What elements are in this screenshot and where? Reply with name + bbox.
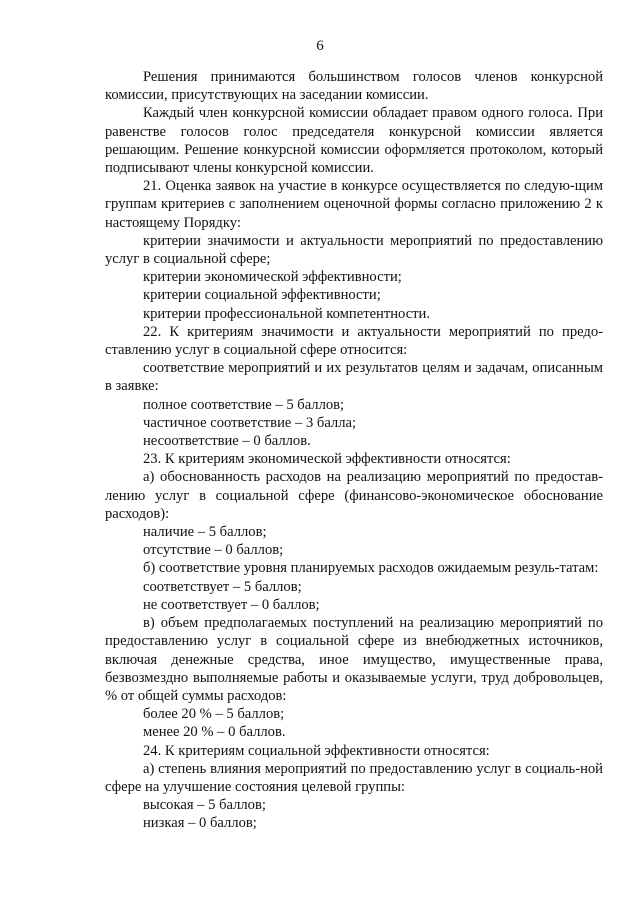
paragraph: критерии социальной эффективности;: [143, 287, 381, 304]
paragraph: наличие – 5 баллов;: [143, 524, 267, 541]
paragraph: а) степень влияния мероприятий по предоставлению услуг в социаль-ной сфере на улучшение состояния целевой группы:: [105, 760, 603, 795]
paragraph: критерии экономической эффективности;: [143, 269, 402, 286]
paragraph: 22. К критериям значимости и актуальности мероприятий по предо-ставлению услуг в социальной сфере относится:: [105, 323, 603, 359]
paragraph: более 20 % – 5 баллов;: [143, 706, 285, 723]
paragraph: отсутствие – 0 баллов;: [143, 542, 284, 559]
paragraph: 21. Оценка заявок на участие в конкурсе осуществляется по следую-щим группам критериев с заполнением оценочной формы согласно приложению 2 к настоящему Порядку:: [105, 178, 603, 231]
paragraph: не соответствует – 0 баллов;: [143, 596, 320, 613]
paragraph: критерии профессиональной компетентности.: [143, 305, 431, 322]
page-number: 6: [316, 38, 324, 54]
paragraph: критерии значимости и актуальности мероприятий по предоставлению услуг в социальной сфере;: [105, 232, 603, 268]
paragraph: высокая – 5 баллов;: [143, 797, 266, 814]
paragraph: частичное соответствие – 3 балла;: [143, 414, 357, 431]
paragraph: а) обоснованность расходов на реализацию мероприятий по предостав-лению услуг в социальной сфере (финансово-экономическое обоснование расходов):: [105, 469, 603, 522]
paragraph: несоответствие – 0 баллов.: [143, 433, 311, 450]
paragraph: Каждый член конкурсной комиссии обладает правом одного голоса. При равенстве голосов голос председателя конкурсной комиссии является решающим. Решение конкурсной комиссии оформляется протоколом, который подписывают члены конкурсной комиссии.: [105, 105, 603, 177]
paragraph: низкая – 0 баллов;: [143, 815, 257, 832]
paragraph: соответствует – 5 баллов;: [143, 578, 302, 595]
paragraph: полное соответствие – 5 баллов;: [143, 396, 345, 413]
paragraph: 23. К критериям экономической эффективности относятся:: [143, 451, 511, 468]
document-body: [105, 68, 603, 833]
paragraph: Решения принимаются большинством голосов членов конкурсной комиссии, присутствующих на заседании комиссии.: [105, 69, 603, 104]
paragraph: в) объем предполагаемых поступлений на реализацию мероприятий по предоставлению услуг в социальной сфере из внебюджетных источников, включая денежные средства, иное имущество, имущественные права, безвозмездно выполняемые работы и оказываемые услуги, труд добровольцев, % от общей суммы расходов:: [105, 615, 603, 704]
paragraph: 24. К критериям социальной эффективности относятся:: [143, 742, 490, 759]
paragraph: соответствие мероприятий и их результатов целям и задачам, описанным в заявке:: [105, 360, 603, 395]
paragraph: б) соответствие уровня планируемых расходов ожидаемым резуль-татам:: [143, 560, 599, 577]
paragraph: менее 20 % – 0 баллов.: [143, 724, 286, 741]
